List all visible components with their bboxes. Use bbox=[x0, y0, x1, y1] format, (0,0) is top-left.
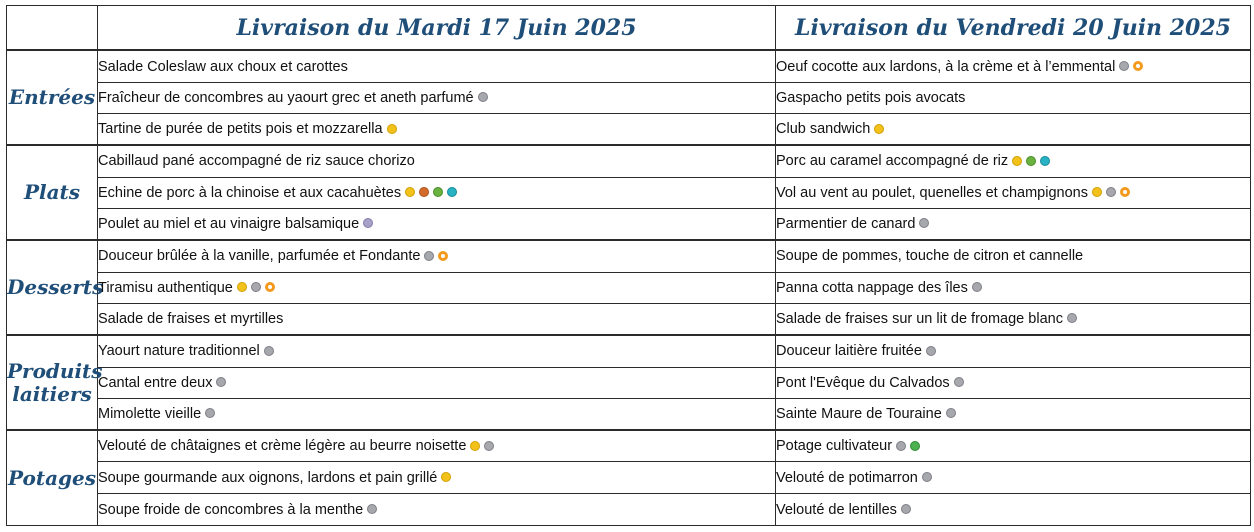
day1-dish-cell bbox=[98, 430, 776, 462]
table-row bbox=[7, 462, 1251, 494]
day1-dish-cell bbox=[98, 304, 776, 336]
teal-icon bbox=[447, 187, 457, 197]
yellow-icon bbox=[405, 187, 415, 197]
day2-dish-cell bbox=[776, 272, 1251, 304]
dish-name: Soupe de pommes, touche de citron et cannelle bbox=[776, 248, 1084, 265]
day2-dish-cell bbox=[776, 114, 1251, 146]
dish-name: Mimolette vieille bbox=[98, 406, 202, 423]
corner-cell bbox=[7, 6, 98, 51]
day1-dish-cell bbox=[98, 335, 776, 367]
gray-dairy-icon bbox=[1067, 313, 1077, 323]
dish-name: Salade Coleslaw aux choux et carottes bbox=[98, 58, 348, 75]
gray-dairy-icon bbox=[251, 282, 261, 292]
yellow-icon bbox=[1092, 187, 1102, 197]
dish-name: Club sandwich bbox=[776, 121, 871, 138]
dish-name: Panna cotta nappage des îles bbox=[776, 279, 968, 296]
table-row bbox=[7, 114, 1251, 146]
table-row bbox=[7, 399, 1251, 431]
table-row bbox=[7, 272, 1251, 304]
dish-name: Potage cultivateur bbox=[776, 438, 893, 455]
green-icon bbox=[433, 187, 443, 197]
yellow-icon bbox=[237, 282, 247, 292]
menu-table bbox=[6, 5, 1251, 526]
category-potages: Potages bbox=[7, 430, 98, 525]
yellow-icon bbox=[874, 124, 884, 134]
day1-dish-cell bbox=[98, 399, 776, 431]
table-row bbox=[7, 367, 1251, 399]
day1-header: Livraison du Mardi 17 Juin 2025 bbox=[98, 6, 776, 51]
day2-dish-cell bbox=[776, 335, 1251, 367]
day1-dish-cell bbox=[98, 82, 776, 114]
dish-name: Vol au vent au poulet, quenelles et champignons bbox=[776, 184, 1088, 201]
category-entrees: Entrées bbox=[7, 50, 98, 145]
dish-name: Poulet au miel et au vinaigre balsamique bbox=[98, 216, 360, 233]
day2-dish-cell bbox=[776, 399, 1251, 431]
gray-dairy-icon bbox=[1119, 61, 1129, 71]
orange-ring-icon bbox=[265, 282, 275, 292]
dish-name: Salade de fraises et myrtilles bbox=[98, 311, 284, 328]
table-row bbox=[7, 494, 1251, 526]
dish-name: Fraîcheur de concombres au yaourt grec et aneth parfumé bbox=[98, 89, 474, 106]
dish-name: Porc au caramel accompagné de riz bbox=[776, 153, 1009, 170]
gray-dairy-icon bbox=[484, 441, 494, 451]
brown-icon bbox=[419, 187, 429, 197]
dish-name: Velouté de châtaignes et crème légère au beurre noisette bbox=[98, 438, 467, 455]
dish-name: Oeuf cocotte aux lardons, à la crème et à l’emmental bbox=[776, 58, 1116, 75]
day1-dish-cell bbox=[98, 145, 776, 177]
gray-dairy-icon bbox=[919, 218, 929, 228]
gray-dairy-icon bbox=[367, 504, 377, 514]
day1-dish-cell bbox=[98, 50, 776, 82]
gray-dairy-icon bbox=[946, 408, 956, 418]
day2-dish-cell bbox=[776, 209, 1251, 241]
day2-dish-cell bbox=[776, 240, 1251, 272]
day2-dish-cell bbox=[776, 430, 1251, 462]
table-row bbox=[7, 50, 1251, 82]
dish-name: Salade de fraises sur un lit de fromage blanc bbox=[776, 311, 1063, 328]
dish-name: Yaourt nature traditionnel bbox=[98, 343, 260, 360]
orange-ring-icon bbox=[1120, 187, 1130, 197]
category-plats: Plats bbox=[7, 145, 98, 240]
orange-ring-icon bbox=[438, 251, 448, 261]
day1-dish-cell bbox=[98, 367, 776, 399]
dish-name: Soupe froide de concombres à la menthe bbox=[98, 501, 364, 518]
day1-dish-cell bbox=[98, 177, 776, 209]
day2-dish-cell bbox=[776, 177, 1251, 209]
gray-dairy-icon bbox=[1106, 187, 1116, 197]
day2-dish-cell bbox=[776, 82, 1251, 114]
yellow-icon bbox=[441, 472, 451, 482]
table-row bbox=[7, 209, 1251, 241]
table-row bbox=[7, 240, 1251, 272]
dish-name: Echine de porc à la chinoise et aux cacahuètes bbox=[98, 184, 402, 201]
day2-dish-cell bbox=[776, 304, 1251, 336]
yellow-icon bbox=[1012, 156, 1022, 166]
dish-name: Gaspacho petits pois avocats bbox=[776, 89, 966, 106]
table-row bbox=[7, 177, 1251, 209]
dish-name: Douceur brûlée à la vanille, parfumée et Fondante bbox=[98, 248, 421, 265]
dish-name: Pont l'Evêque du Calvados bbox=[776, 374, 950, 391]
dish-name: Parmentier de canard bbox=[776, 216, 916, 233]
gray-dairy-icon bbox=[205, 408, 215, 418]
table-row bbox=[7, 335, 1251, 367]
header-row bbox=[7, 6, 1251, 51]
gray-dairy-icon bbox=[216, 377, 226, 387]
day2-dish-cell bbox=[776, 462, 1251, 494]
category-produits-laitiers: Produits laitiers bbox=[7, 335, 98, 430]
green-icon bbox=[1026, 156, 1036, 166]
day1-dish-cell bbox=[98, 240, 776, 272]
day2-dish-cell bbox=[776, 494, 1251, 526]
day1-dish-cell bbox=[98, 209, 776, 241]
teal-icon bbox=[1040, 156, 1050, 166]
day2-dish-cell bbox=[776, 50, 1251, 82]
gray-dairy-icon bbox=[896, 441, 906, 451]
yellow-icon bbox=[387, 124, 397, 134]
day1-dish-cell bbox=[98, 494, 776, 526]
day2-dish-cell bbox=[776, 367, 1251, 399]
table-row bbox=[7, 304, 1251, 336]
dish-name: Tiramisu authentique bbox=[98, 279, 233, 296]
dish-name: Cantal entre deux bbox=[98, 374, 213, 391]
dish-name: Tartine de purée de petits pois et mozzarella bbox=[98, 121, 383, 138]
dish-name: Douceur laitière fruitée bbox=[776, 343, 922, 360]
gray-dairy-icon bbox=[972, 282, 982, 292]
gray-dairy-icon bbox=[424, 251, 434, 261]
gray-dairy-icon bbox=[922, 472, 932, 482]
day2-header: Livraison du Vendredi 20 Juin 2025 bbox=[776, 6, 1251, 51]
table-row bbox=[7, 145, 1251, 177]
dish-name: Soupe gourmande aux oignons, lardons et pain grillé bbox=[98, 469, 438, 486]
gray-dairy-icon bbox=[901, 504, 911, 514]
lavender-icon bbox=[363, 218, 373, 228]
day2-dish-cell bbox=[776, 145, 1251, 177]
dish-name: Velouté de potimarron bbox=[776, 469, 918, 486]
table-row bbox=[7, 82, 1251, 114]
gray-dairy-icon bbox=[926, 346, 936, 356]
gray-dairy-icon bbox=[478, 92, 488, 102]
dish-name: Sainte Maure de Touraine bbox=[776, 406, 942, 423]
dish-name: Velouté de lentilles bbox=[776, 501, 897, 518]
bright-green-icon bbox=[910, 441, 920, 451]
gray-dairy-icon bbox=[954, 377, 964, 387]
day1-dish-cell bbox=[98, 114, 776, 146]
gray-dairy-icon bbox=[264, 346, 274, 356]
table-row bbox=[7, 430, 1251, 462]
day1-dish-cell bbox=[98, 272, 776, 304]
category-desserts: Desserts bbox=[7, 240, 98, 335]
day1-dish-cell bbox=[98, 462, 776, 494]
dish-name: Cabillaud pané accompagné de riz sauce chorizo bbox=[98, 153, 415, 170]
orange-ring-icon bbox=[1133, 61, 1143, 71]
yellow-icon bbox=[470, 441, 480, 451]
